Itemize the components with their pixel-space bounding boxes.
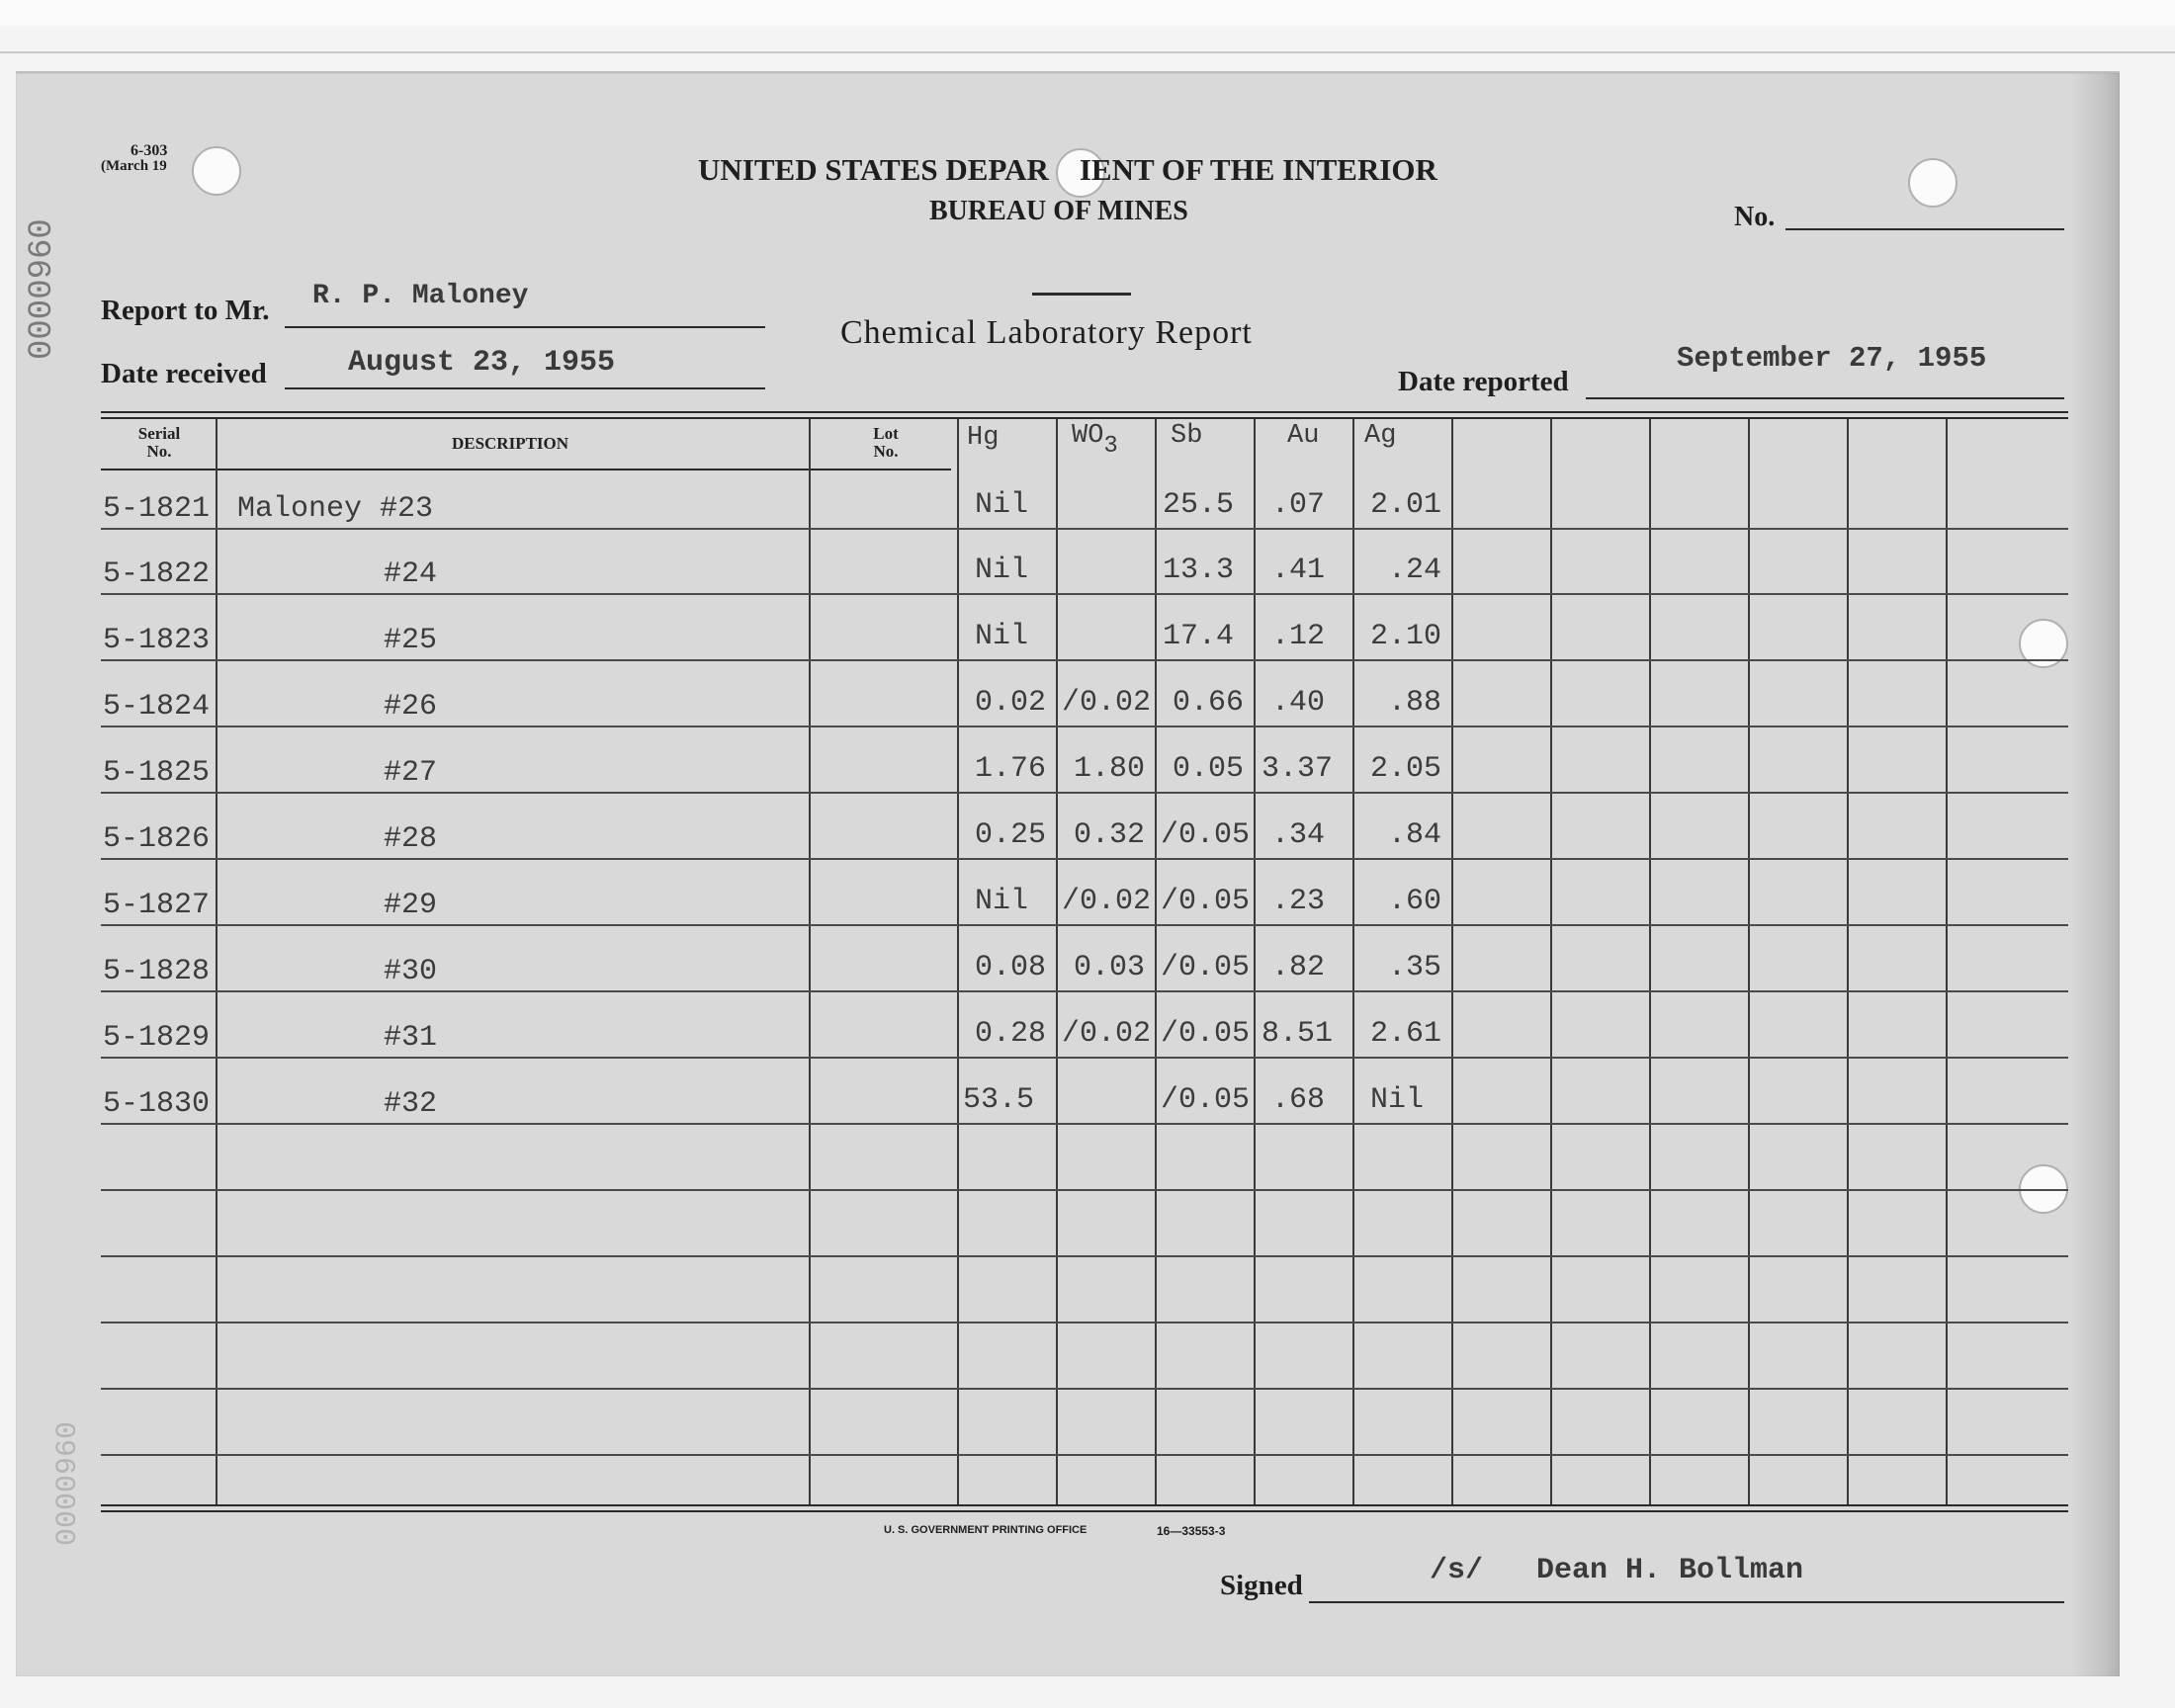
ag-cell: .24	[1388, 554, 1442, 587]
serial-cell: 5-1829	[103, 1021, 211, 1055]
row-rule	[101, 593, 2068, 595]
column-divider	[1352, 419, 1354, 1504]
row-rule	[101, 528, 2068, 530]
au-cell: .12	[1271, 620, 1326, 653]
sb-cell: 0.66	[1173, 686, 1245, 720]
serial-cell: 5-1824	[103, 690, 211, 724]
table-top-rule	[101, 411, 2068, 413]
row-rule	[101, 1322, 2068, 1324]
header-hg: Hg	[967, 423, 1000, 453]
serial-cell: 5-1827	[103, 889, 211, 922]
column-divider	[1649, 419, 1651, 1504]
table-bottom-rule	[101, 1510, 2068, 1512]
hg-cell: 0.02	[975, 686, 1047, 720]
window-top-strip	[0, 0, 2175, 26]
printer-code: 16—33553-3	[1157, 1524, 1226, 1538]
row-rule	[101, 924, 2068, 926]
ag-cell: .84	[1388, 818, 1442, 852]
au-cell: .23	[1271, 885, 1326, 918]
au-cell: 3.37	[1262, 752, 1334, 786]
punch-hole	[1908, 158, 1958, 208]
form-sheet	[16, 71, 2120, 1676]
wo3-cell: /0.02	[1062, 1017, 1152, 1051]
serial-cell: 5-1822	[103, 557, 211, 591]
scan-border	[0, 51, 2175, 53]
column-divider	[809, 419, 811, 1504]
column-divider	[1155, 419, 1157, 1504]
date-reported-line	[1586, 397, 2064, 399]
sb-cell: 0.05	[1173, 752, 1245, 786]
column-divider	[1550, 419, 1552, 1504]
sb-cell: 25.5	[1163, 488, 1235, 522]
sb-cell: /0.05	[1161, 1017, 1251, 1051]
sb-cell: /0.05	[1161, 818, 1251, 852]
au-cell: .41	[1271, 554, 1326, 587]
header-description: DESCRIPTION	[451, 434, 569, 453]
hg-cell: Nil	[975, 488, 1029, 522]
column-divider	[1451, 419, 1453, 1504]
punch-hole	[192, 146, 241, 196]
column-divider	[1946, 419, 1948, 1504]
au-cell: .40	[1271, 686, 1326, 720]
description-cell: #30	[384, 955, 438, 988]
date-reported-value: September 27, 1955	[1677, 342, 1987, 375]
sb-cell: 13.3	[1163, 554, 1235, 587]
column-divider	[1748, 419, 1750, 1504]
form-number: 6-303	[130, 142, 168, 159]
description-cell: #31	[384, 1021, 438, 1055]
serial-cell: 5-1823	[103, 624, 211, 657]
report-number-label: No.	[1734, 202, 1776, 232]
au-cell: .68	[1271, 1083, 1326, 1117]
header-au: Au	[1287, 421, 1320, 451]
description-cell: #25	[384, 624, 438, 657]
description-cell: #32	[384, 1087, 438, 1121]
header-wo3-text: WO	[1072, 421, 1104, 451]
sb-cell: /0.05	[1161, 885, 1251, 918]
ag-cell: 2.10	[1370, 620, 1442, 653]
header-wo3	[1072, 421, 1118, 460]
header-sb: Sb	[1171, 421, 1203, 451]
ag-cell: 2.01	[1370, 488, 1442, 522]
description-cell: #29	[384, 889, 438, 922]
form-date: (March 19	[101, 158, 167, 174]
hg-cell: Nil	[975, 885, 1029, 918]
serial-cell: 5-1830	[103, 1087, 211, 1121]
row-rule	[101, 1454, 2068, 1456]
header-underline	[101, 469, 951, 470]
column-divider	[957, 419, 959, 1504]
date-reported-label: Date reported	[1398, 366, 1569, 397]
title-rule	[1032, 293, 1131, 296]
au-cell: 8.51	[1262, 1017, 1334, 1051]
row-rule	[101, 858, 2068, 860]
sb-cell: /0.05	[1161, 951, 1251, 984]
description-cell: #28	[384, 822, 438, 856]
hg-cell: 53.5	[963, 1083, 1035, 1117]
row-rule	[101, 990, 2068, 992]
printer-imprint: U. S. GOVERNMENT PRINTING OFFICE	[884, 1524, 1088, 1536]
serial-cell: 5-1826	[103, 822, 211, 856]
hg-cell: 0.25	[975, 818, 1047, 852]
description-cell: Maloney #23	[237, 492, 434, 526]
serial-cell: 5-1825	[103, 756, 211, 790]
date-received-label: Date received	[101, 358, 267, 389]
date-received-line	[285, 387, 765, 389]
row-rule	[101, 659, 2068, 661]
header-ag: Ag	[1364, 421, 1397, 451]
row-rule	[101, 1388, 2068, 1390]
header-serial-no: Serial No.	[137, 424, 181, 461]
paper-edge-shadow	[2070, 73, 2120, 1676]
hg-cell: 0.28	[975, 1017, 1047, 1051]
date-received-value: August 23, 1955	[348, 346, 616, 380]
wo3-cell: /0.02	[1062, 686, 1152, 720]
description-cell: #26	[384, 690, 438, 724]
wo3-cell: 0.32	[1074, 818, 1146, 852]
bureau-heading: BUREAU OF MINES	[929, 196, 1188, 226]
ag-cell: .35	[1388, 951, 1442, 984]
row-rule	[101, 726, 2068, 727]
serial-cell: 5-1828	[103, 955, 211, 988]
row-rule	[101, 1123, 2068, 1125]
ag-cell: 2.05	[1370, 752, 1442, 786]
ag-cell: Nil	[1370, 1083, 1425, 1117]
table-bottom-rule	[101, 1504, 2068, 1506]
au-cell: .82	[1271, 951, 1326, 984]
ag-cell: 2.61	[1370, 1017, 1442, 1051]
column-divider	[216, 419, 218, 1504]
report-to-line	[285, 326, 765, 328]
wo3-cell: 1.80	[1074, 752, 1146, 786]
stamp-number-bottom: 0000960	[51, 1420, 85, 1546]
sb-cell: /0.05	[1161, 1083, 1251, 1117]
ag-cell: .60	[1388, 885, 1442, 918]
wo3-cell: /0.02	[1062, 885, 1152, 918]
column-divider	[1847, 419, 1849, 1504]
ag-cell: .88	[1388, 686, 1442, 720]
hg-cell: Nil	[975, 620, 1029, 653]
row-rule	[101, 1255, 2068, 1257]
stamp-number-top: 0000960	[24, 218, 61, 360]
row-rule	[101, 1189, 2068, 1191]
column-divider	[1254, 419, 1256, 1504]
description-cell: #24	[384, 557, 438, 591]
au-cell: .34	[1271, 818, 1326, 852]
report-title: Chemical Laboratory Report	[840, 314, 1253, 351]
row-rule	[101, 792, 2068, 794]
department-heading: UNITED STATES DEPAR IENT OF THE INTERIOR	[698, 152, 1437, 187]
header-lot-no: Lot No.	[873, 424, 899, 461]
punch-hole	[2019, 619, 2068, 668]
column-divider	[1056, 419, 1058, 1504]
hg-cell: 1.76	[975, 752, 1047, 786]
report-number-line	[1785, 228, 2064, 230]
header-wo3-subscript: 3	[1103, 433, 1118, 460]
sb-cell: 17.4	[1163, 620, 1235, 653]
signed-label: Signed	[1220, 1570, 1303, 1601]
signature-line	[1309, 1601, 2064, 1603]
au-cell: .07	[1271, 488, 1326, 522]
report-to-value: R. P. Maloney	[312, 281, 529, 311]
hg-cell: 0.08	[975, 951, 1047, 984]
description-cell: #27	[384, 756, 438, 790]
signature-value: /s/ Dean H. Bollman	[1430, 1554, 1804, 1587]
table-top-rule	[101, 417, 2068, 419]
row-rule	[101, 1057, 2068, 1059]
report-to-label: Report to Mr.	[101, 295, 270, 326]
serial-cell: 5-1821	[103, 492, 211, 526]
wo3-cell: 0.03	[1074, 951, 1146, 984]
hg-cell: Nil	[975, 554, 1029, 587]
